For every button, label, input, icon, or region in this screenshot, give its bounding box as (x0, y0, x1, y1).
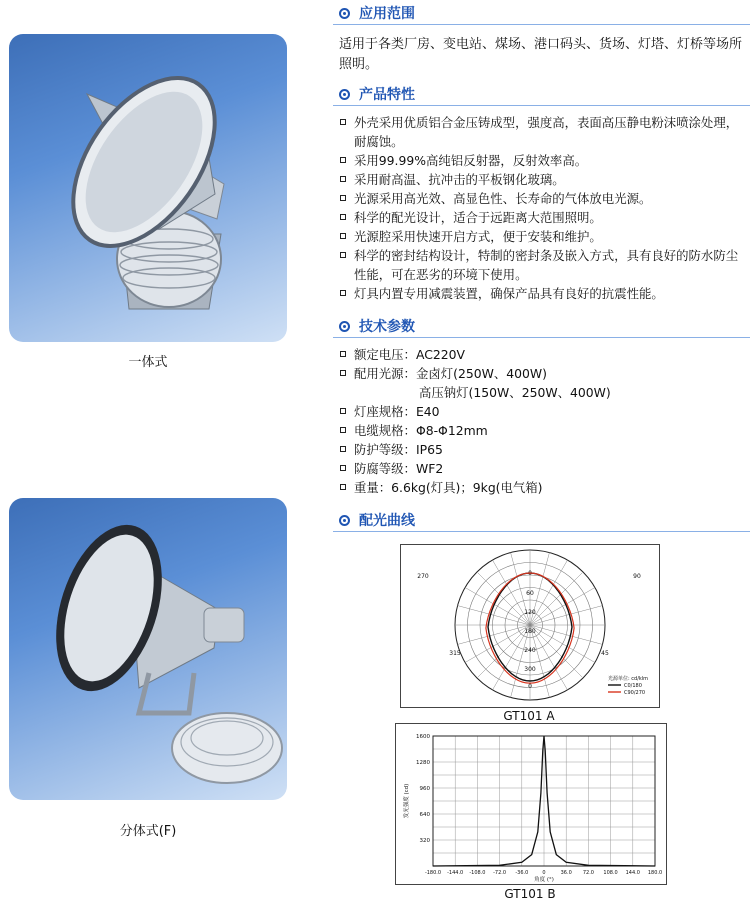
product-caption-split: 分体式(F) (119, 824, 177, 839)
polar-radial-tick: 180 (524, 628, 536, 635)
product-caption-integrated: 一体式 (128, 355, 168, 370)
polar-chart-panel (400, 544, 660, 708)
section-title-curves (339, 510, 415, 530)
section-title-features (339, 84, 415, 104)
floodlight-illustration (37, 511, 282, 783)
list-item (339, 364, 749, 402)
circle-bullet-icon (339, 515, 350, 526)
section-title-scope (339, 3, 415, 23)
line-chart-ytick: 960 (419, 786, 430, 792)
polar-legend-title: 光源单位: cd/klm (608, 676, 649, 682)
scope-text-line: 适用于各类厂房、变电站、煤场、港口码头、货场、灯塔、灯桥等场所 (339, 37, 743, 52)
line-chart-ytick: 320 (419, 838, 430, 844)
list-item: 采用99.99%高纯铝反射器，反射效率高。 (339, 151, 749, 170)
section-divider (333, 24, 750, 25)
line-chart-xtick: 144.0 (625, 870, 640, 876)
list-item: 光源采用高光效、高显色性、长寿命的气体放电光源。 (339, 189, 749, 208)
scope-text-line: 照明。 (339, 57, 379, 72)
line-chart-xtick: -180.0 (424, 870, 442, 876)
section-title-text: 产品特性 (359, 87, 415, 103)
polar-grid-spoke (530, 588, 595, 626)
list-item: 采用耐高温、抗冲击的平板钢化玻璃。 (339, 170, 749, 189)
section-title-text: 配光曲线 (359, 513, 415, 529)
circle-bullet-icon (339, 8, 350, 19)
polar-angle-label: 45 (601, 650, 609, 657)
polar-radial-tick: 60 (526, 590, 534, 597)
line-chart-ytick: 1600 (416, 734, 430, 740)
polar-angle-label: 0 (528, 570, 532, 577)
section-divider (333, 105, 750, 106)
polar-angle-label: 0 (528, 683, 532, 690)
line-chart-xtick: -72.0 (493, 870, 507, 876)
line-chart-ytick: 640 (419, 812, 430, 818)
line-chart-xtick: -36.0 (515, 870, 529, 876)
product-photo-split (9, 498, 287, 800)
section-divider (333, 531, 750, 532)
line-chart-xtick: 36.0 (560, 870, 572, 876)
polar-grid-spoke (477, 625, 530, 678)
section-title-text: 技术参数 (359, 319, 415, 335)
polar-grid-spoke (477, 572, 530, 625)
features-list (339, 113, 749, 303)
section-title-specs (339, 316, 415, 336)
line-chart-xtick: 0 (542, 870, 546, 876)
list-item: 额定电压：AC220V (339, 345, 749, 364)
polar-grid-spoke (530, 625, 583, 678)
line-chart-xtick: 180.0 (647, 870, 663, 876)
line-chart-xtick: 108.0 (603, 870, 618, 876)
circle-bullet-icon (339, 321, 350, 332)
polar-chart (401, 545, 659, 707)
polar-radial-tick: 240 (524, 647, 536, 654)
polar-radial-tick: 300 (524, 666, 536, 673)
polar-grid-spoke (530, 572, 583, 625)
polar-chart-caption: GT101 A (503, 709, 555, 723)
section-title-text: 应用范围 (359, 6, 415, 22)
line-chart-caption: GT101 B (504, 887, 556, 901)
spec-lamp-line: 配用光源：金卤灯(250W、400W) (354, 366, 547, 381)
polar-angle-label: 315 (449, 650, 461, 657)
polar-angle-label: 270 (417, 573, 429, 580)
list-item: 防腐等级：WF2 (339, 459, 749, 478)
line-chart-xtick: 72.0 (582, 870, 594, 876)
list-item: 光源腔采用快速开启方式，便于安装和维护。 (339, 227, 749, 246)
polar-radial-tick: 120 (524, 609, 536, 616)
scope-text (339, 35, 747, 75)
list-item: 防护等级：IP65 (339, 440, 749, 459)
list-item: 电缆规格：Φ8-Φ12mm (339, 421, 749, 440)
list-item: 灯具内置专用减震装置，确保产品具有良好的抗震性能。 (339, 284, 749, 303)
polar-legend-label: C90/270 (624, 690, 646, 696)
line-chart-xlabel: 角度 (°) (534, 877, 554, 883)
line-chart-xtick: -108.0 (469, 870, 486, 876)
section-divider (333, 337, 750, 338)
list-item: 科学的密封结构设计，特制的密封条及嵌入方式，具有良好的防水防尘性能，可在恶劣的环境下使用。 (339, 246, 749, 284)
specs-list (339, 345, 749, 497)
line-chart-xtick: -144.0 (447, 870, 464, 876)
polar-angle-label: 90 (633, 573, 641, 580)
polar-grid-spoke (465, 588, 530, 626)
list-item: 灯座规格：E40 (339, 402, 749, 421)
line-chart-panel (395, 723, 667, 885)
circle-bullet-icon (339, 89, 350, 100)
polar-legend-label: C0/180 (624, 683, 642, 689)
list-item: 科学的配光设计，适合于远距离大范围照明。 (339, 208, 749, 227)
list-item: 重量：6.6kg(灯具)；9kg(电气箱) (339, 478, 749, 497)
spec-lamp-line: 高压钠灯(150W、250W、400W) (419, 385, 611, 400)
line-chart (396, 724, 666, 884)
line-chart-ytick: 1280 (416, 760, 430, 766)
floodlight-illustration (44, 53, 243, 309)
line-chart-ylabel: 发光强度 (cd) (404, 783, 410, 819)
product-photo-integrated (9, 34, 287, 342)
list-item: 外壳采用优质铝合金压铸成型，强度高，表面高压静电粉沫喷涂处理，耐腐蚀。 (339, 113, 749, 151)
